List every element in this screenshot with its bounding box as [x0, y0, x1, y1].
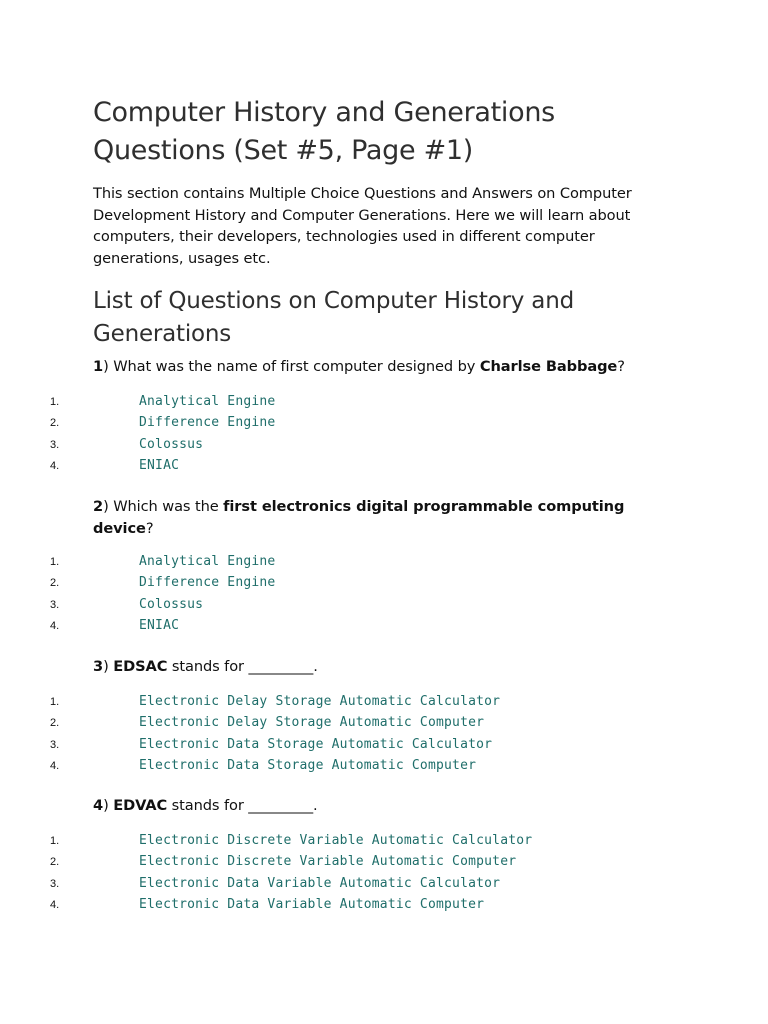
question-text-end: ?	[617, 358, 625, 375]
question-1	[93, 356, 653, 378]
option-item[interactable]	[0, 693, 700, 714]
option-item[interactable]	[0, 853, 700, 874]
option-number: 2.	[50, 856, 60, 869]
option-number: 1.	[50, 835, 60, 847]
option-number: 2.	[50, 717, 60, 730]
question-keyword: Charlse Babbage	[479, 358, 618, 375]
option-item[interactable]	[0, 736, 700, 757]
question-text: )	[103, 797, 114, 814]
option-text: Difference Engine	[139, 575, 276, 591]
option-text: ENIAC	[139, 617, 180, 633]
option-text: Electronic Data Storage Automatic Calculator	[139, 736, 493, 752]
option-item[interactable]	[0, 757, 700, 778]
option-text: Colossus	[139, 596, 204, 612]
option-item[interactable]	[0, 714, 700, 735]
question-text: ) Which was the	[103, 498, 224, 515]
option-text: Difference Engine	[139, 415, 276, 431]
option-item[interactable]	[0, 832, 700, 853]
question-number: 1	[93, 358, 104, 375]
question-text-end: stands for _________.	[167, 658, 318, 675]
question-text: )	[103, 658, 114, 675]
option-text: Electronic Delay Storage Automatic Calculator	[139, 694, 501, 709]
option-number: 1.	[50, 556, 60, 568]
option-text: Analytical Engine	[139, 554, 276, 569]
option-number: 1.	[50, 696, 60, 708]
question-2	[93, 496, 653, 539]
question-keyword: first electronics digital programmable computing device	[93, 498, 625, 537]
intro-paragraph: This section contains Multiple Choice Questions and Answers on Computer Development History and Computer Generations. Here we will learn about computers, their developers, technologies used in different computer generations, usages etc.	[93, 185, 632, 267]
option-item[interactable]	[0, 574, 700, 595]
option-text: Electronic Data Variable Automatic Computer	[139, 896, 485, 912]
option-text: Colossus	[139, 436, 204, 452]
page-title: Computer History and Generations Questions (Set #5, Page #1)	[93, 97, 555, 166]
section-heading: List of Questions on Computer History and Generations	[93, 288, 574, 347]
question-number: 3	[93, 658, 104, 675]
option-number: 4.	[50, 759, 60, 772]
question-4	[93, 795, 653, 817]
option-number: 3.	[50, 738, 60, 751]
option-text: Analytical Engine	[139, 394, 276, 409]
question-text: ) What was the name of first computer designed by	[103, 358, 480, 375]
option-item[interactable]	[0, 896, 700, 917]
option-item[interactable]	[0, 875, 700, 896]
question-number: 4	[93, 797, 104, 814]
option-item[interactable]	[0, 596, 700, 617]
option-item[interactable]	[0, 457, 700, 478]
option-item[interactable]	[0, 553, 700, 574]
option-number: 4.	[50, 898, 60, 911]
option-text: Electronic Data Storage Automatic Computer	[139, 757, 477, 773]
option-text: Electronic Delay Storage Automatic Computer	[139, 715, 485, 731]
option-text: ENIAC	[139, 457, 180, 473]
question-text-end: ?	[145, 519, 154, 537]
option-text: Electronic Discrete Variable Automatic Computer	[139, 854, 517, 870]
option-number: 1.	[50, 396, 60, 408]
option-number: 3.	[50, 438, 60, 451]
option-number: 3.	[50, 877, 60, 890]
options-list-1	[0, 393, 700, 478]
option-item[interactable]	[0, 393, 700, 414]
option-item[interactable]	[0, 617, 700, 638]
option-text: Electronic Data Variable Automatic Calculator	[139, 875, 501, 891]
option-number: 2.	[50, 577, 60, 590]
options-list-3	[0, 693, 700, 778]
option-number: 4.	[50, 459, 60, 472]
question-keyword: EDSAC	[113, 658, 168, 675]
question-3	[93, 656, 653, 678]
option-number: 2.	[50, 417, 60, 430]
option-number: 3.	[50, 598, 60, 611]
options-list-4	[0, 832, 700, 917]
question-number: 2	[93, 498, 104, 515]
option-number: 4.	[50, 619, 60, 632]
options-list-2	[0, 553, 700, 638]
question-keyword: EDVAC	[113, 797, 168, 814]
option-text: Electronic Discrete Variable Automatic Calculator	[139, 833, 533, 848]
option-item[interactable]	[0, 414, 700, 435]
option-item[interactable]	[0, 436, 700, 457]
question-text-end: stands for _________.	[167, 797, 318, 814]
